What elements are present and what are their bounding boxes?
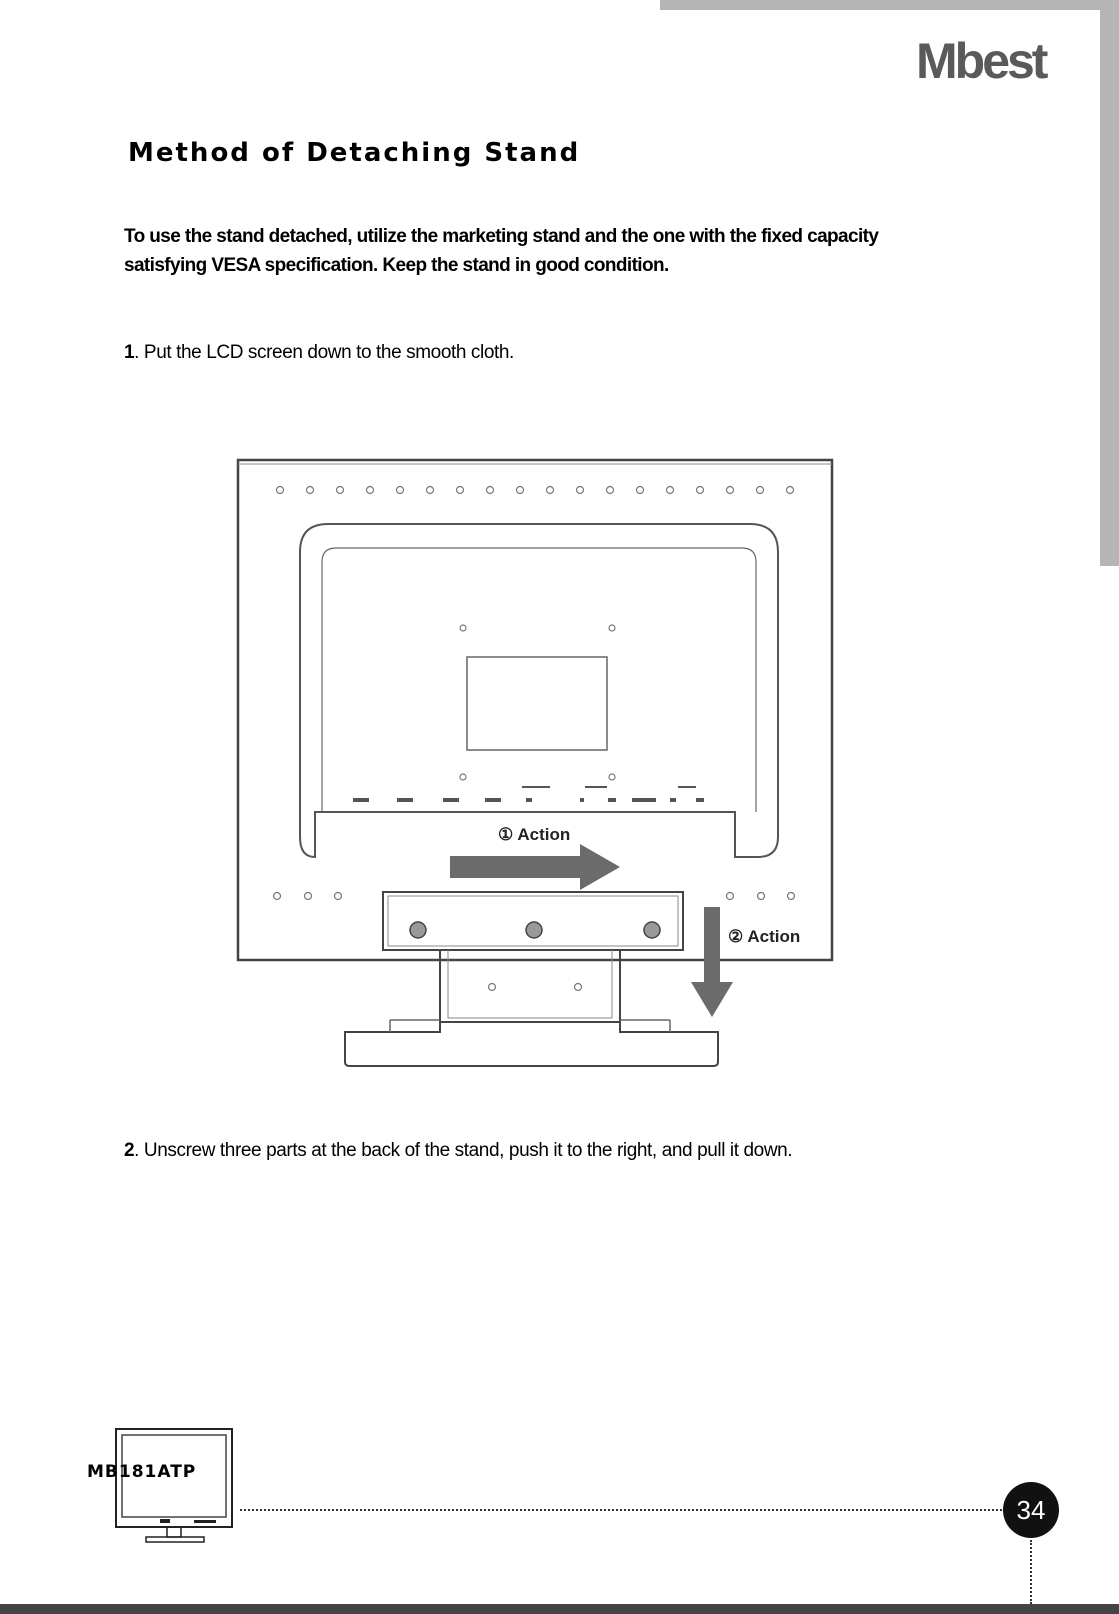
action-1-label: ① Action	[498, 825, 571, 844]
step-1-text: . Put the LCD screen down to the smooth cloth.	[134, 342, 514, 363]
step-2-text: . Unscrew three parts at the back of the stand, push it to the right, and pull it down.	[134, 1140, 793, 1161]
action-2-label: ② Action	[728, 927, 801, 946]
vesa-plate	[467, 657, 607, 750]
page-number-badge: 34	[1003, 1482, 1059, 1538]
action-2-arrow	[691, 907, 733, 1017]
stand-base	[345, 1022, 718, 1066]
action-1-arrow	[450, 844, 620, 890]
side-frame-bar	[1100, 0, 1119, 566]
footer-dotted-line	[240, 1509, 1002, 1511]
bottom-frame-bar	[0, 1604, 1119, 1614]
monitor-frame	[238, 460, 832, 960]
step-1	[124, 342, 514, 364]
bracket-screws	[410, 922, 660, 938]
stand-bracket	[383, 892, 683, 950]
step-2	[124, 1140, 792, 1162]
footer-dotted-vertical	[1030, 1540, 1032, 1604]
model-name: MB181ATP	[87, 1462, 197, 1482]
step-2-number: 2	[124, 1140, 135, 1161]
handle-frame	[300, 524, 778, 857]
monitor-back-illustration	[230, 452, 840, 1072]
connector-labels	[353, 786, 704, 802]
monitor-thumbnail-icon	[110, 1425, 240, 1545]
vent-holes	[277, 487, 794, 494]
page-title: Method of Detaching Stand	[128, 138, 581, 168]
brand-logo: Mbest	[916, 33, 1046, 89]
top-frame-bar	[660, 0, 1100, 10]
intro-paragraph: To use the stand detached, utilize the marketing stand and the one with the fixed capacity satisfying VESA specification. Keep the stand in good condition.	[124, 226, 879, 276]
step-1-number: 1	[124, 342, 135, 363]
mount-holes	[460, 625, 615, 780]
